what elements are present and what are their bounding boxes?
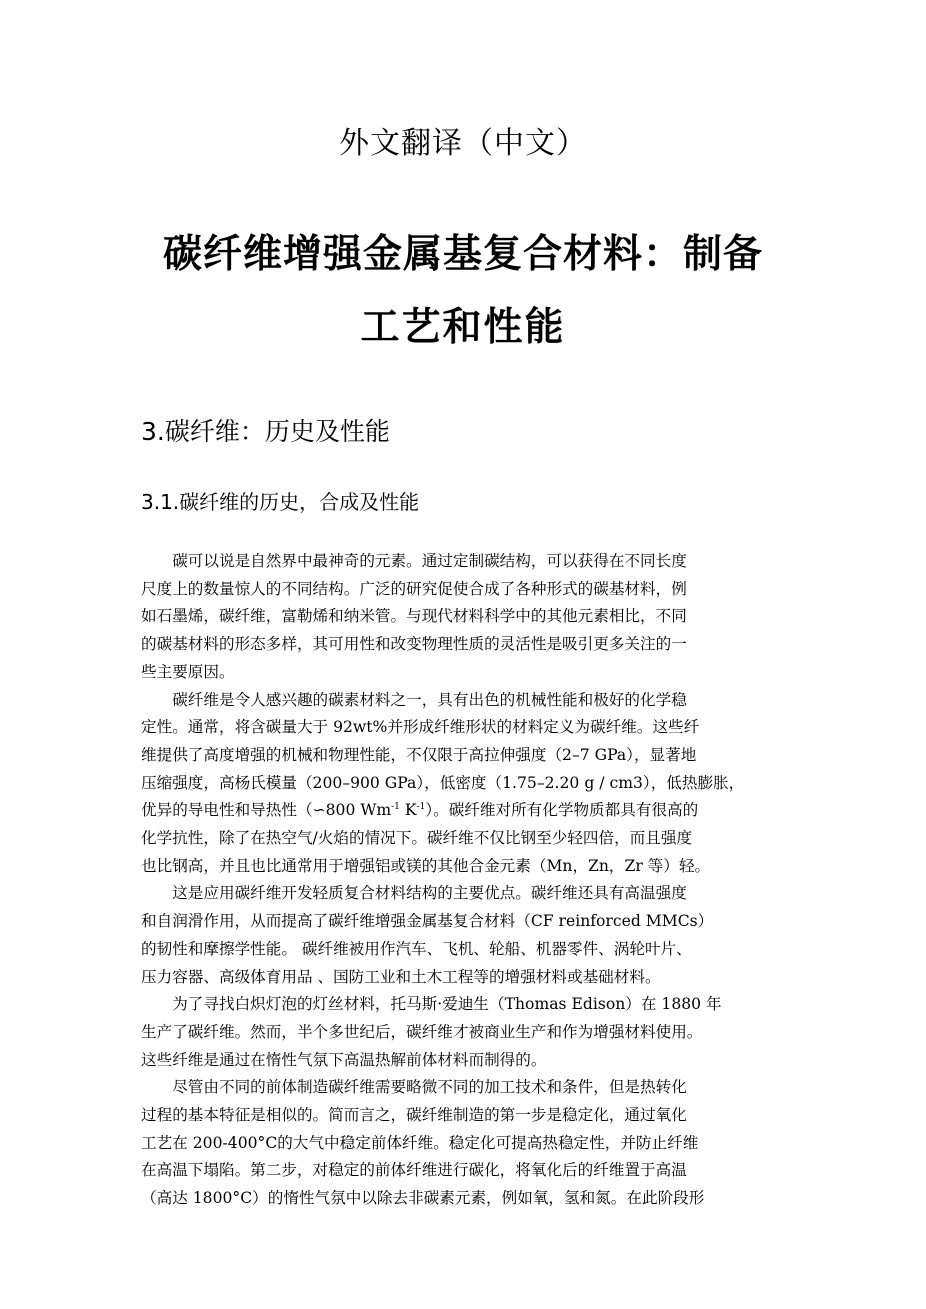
body-text [141,548,789,1213]
paragraph-history: 为了寻找白炽灯泡的灯丝材料，托马斯·爱迪生（Thomas Edison）在 1880 年 生产了碳纤维。然而，半个多世纪后，碳纤维才被商业生产和作为增强材料使用。 这些纤维是通过在惰性气氛下高温热解前体材料而制得的。 [141,995,722,1069]
paragraph-composite-advantages: 这是应用碳纤维开发轻质复合材料结构的主要优点。碳纤维还具有高温强度 和自润滑作用，从而提高了碳纤维增强金属基复合材料（CF reinforced MMCs） 的韧性和摩擦学性能。 碳纤维被用作汽车、飞机、轮船、机器零件、涡轮叶片、 压力容器、高级体育用品 、国防工业和土木工程等的增强材料或基础材料。 [141,884,714,986]
section-heading-3-1: 3.1.碳纤维的历史，合成及性能 [141,490,420,514]
translation-label: 外文翻译（中文） [339,126,587,161]
superscript: -1 [416,802,426,813]
paragraph-carbon-fiber-properties [141,687,789,881]
paragraph-text: ）。碳纤维对所有化学物质都具有很高的 化学抗性，除了在热空气/火焰的情况下。碳纤维不仅比钢至少轻四倍，而且强度 也比钢高，并且也比通常用于增强铝或镁的其他合金元素（Mn，Zn，Zr 等）轻。 [141,801,711,875]
superscript: -1 [391,802,400,813]
paragraph-manufacturing: 尽管由不同的前体制造碳纤维需要略微不同的加工技术和条件，但是热转化 过程的基本特征是相似的。简而言之，碳纤维制造的第一步是稳定化，通过氧化 工艺在 200-400°C的大气中稳定前体纤维。稳定化可提高热稳定性，并防止纤维 在高温下塌陷。第二步，对稳定的前体纤维进行碳化，将氧化后的纤维置于高温 （高达 1800°C）的惰性气氛中以除去非碳素元素，例如氧，氢和氮。在此阶段形 [141,1078,705,1208]
paragraph-carbon-intro: 碳可以说是自然界中最神奇的元素。通过定制碳结构，可以获得在不同长度 尺度上的数量惊人的不同结构。广泛的研究促使合成了各种形式的碳基材料，例 如石墨烯，碳纤维，富勒烯和纳米管。与现代材料科学中的其他元素相比，不同 的碳基材料的形态多样，其可用性和改变物理性质的灵活性是吸引更多关注的一 些主要原因。 [141,552,687,681]
paragraph-text: K [399,801,417,820]
section-heading-3: 3.碳纤维：历史及性能 [141,417,390,446]
document-title-line-2: 工艺和性能 [360,305,566,350]
paragraph-text: 碳纤维是令人感兴趣的碳素材料之一，具有出色的机械性能和极好的化学稳 定性。通常，将含碳量大于 92wt%并形成纤维形状的材料定义为碳纤维。这些纤 维提供了高度增强的机械和物理性能，不仅限于高拉伸强度（2–7 GPa），显著地 压缩强度，高杨氏模量（200–900 GPa），低密度（1.75–2.20 g / cm3），低热膨胀， 优异的导电性和导热性（∽800 Wm [141,690,745,820]
document-title-line-1: 碳纤维增强金属基复合材料：制备 [162,232,763,277]
